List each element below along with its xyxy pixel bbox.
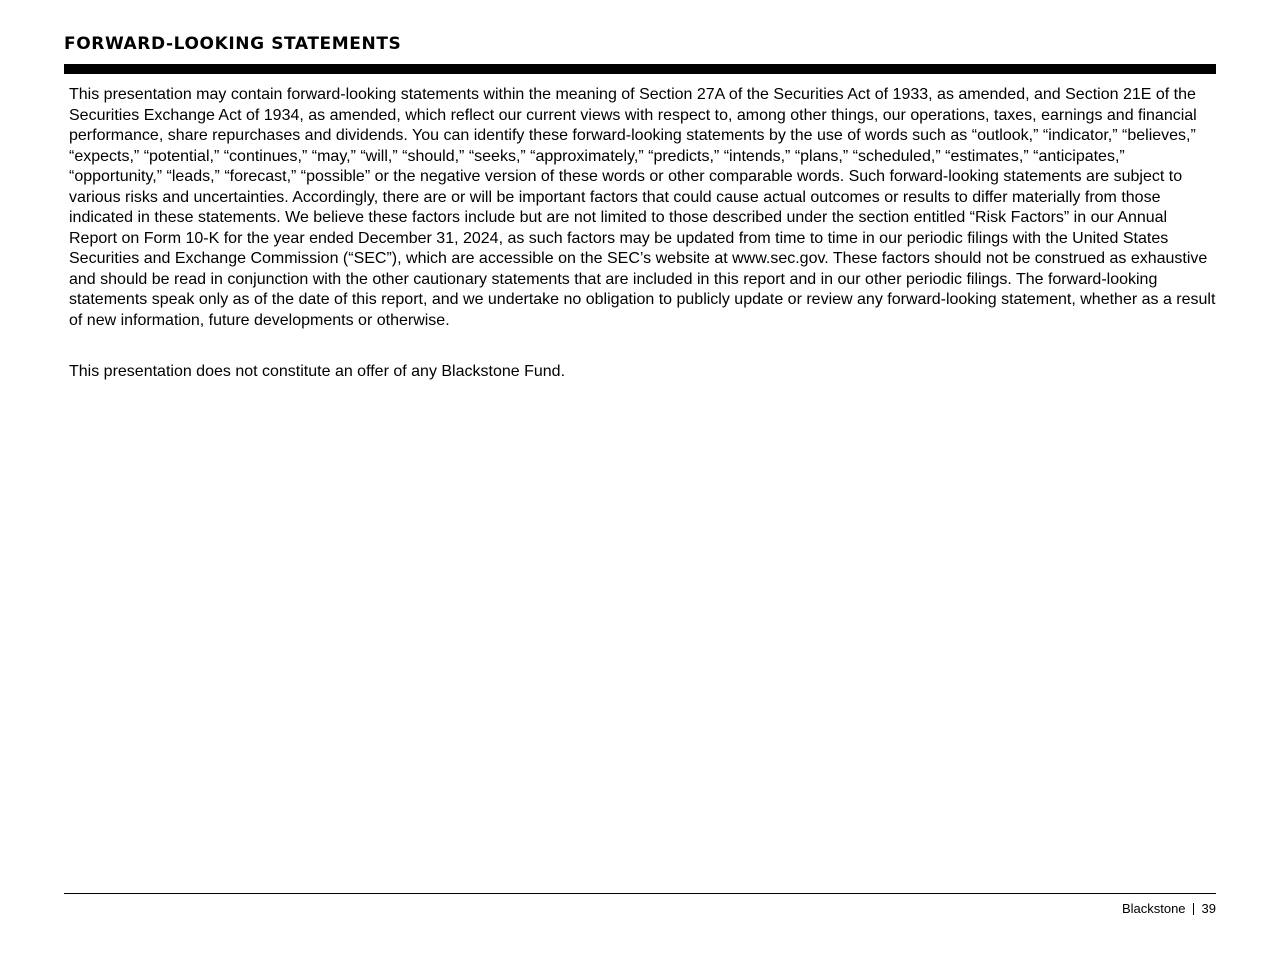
page-footer (1122, 900, 1216, 917)
footer-divider (64, 893, 1216, 894)
footer-separator (1193, 903, 1194, 915)
forward-looking-paragraph: This presentation may contain forward-looking statements within the meaning of Section 27A of the Securities Act of 1933, as amended, and Section 21E of the Securities Exchange Act of 1934, as amended, which reflect our current views with respect to, among other things, our operations, taxes, earnings and financial performance, share repurchases and dividends. You can identify these forward-looking statements by the use of words such as “outlook,” “indicator,” “believes,” “expects,” “potential,” “continues,” “may,” “will,” “should,” “seeks,” “approximately,” “predicts,” “intends,” “plans,” “scheduled,” “estimates,” “anticipates,” “opportunity,” “leads,” “forecast,” “possible” or the negative version of these words or other comparable words. Such forward-looking statements are subject to various risks and uncertainties. Accordingly, there are or will be important factors that could cause actual outcomes or results to differ materially from those indicated in these statements. We believe these factors include but are not limited to those described under the section entitled “Risk Factors” in our Annual Report on Form 10-K for the year ended December 31, 2024, as such factors may be updated from time to time in our periodic filings with the United States Securities and Exchange Commission (“SEC”), which are accessible on the SEC’s website at www.sec.gov. These factors should not be construed as exhaustive and should be read in conjunction with the other cautionary statements that are included in this report and in our other periodic filings. The forward-looking statements speak only as of the date of this report, and we undertake no obligation to publicly update or review any forward-looking statement, whether as a result of new information, future developments or otherwise. (69, 86, 1216, 329)
page-number: 39 (1201, 901, 1216, 916)
offer-disclaimer-paragraph: This presentation does not constitute an offer of any Blackstone Fund. (69, 363, 566, 380)
page-title: FORWARD-LOOKING STATEMENTS (64, 34, 402, 54)
footer-brand: Blackstone (1121, 901, 1186, 916)
title-divider (64, 64, 1216, 74)
disclaimer-body (69, 85, 1219, 383)
